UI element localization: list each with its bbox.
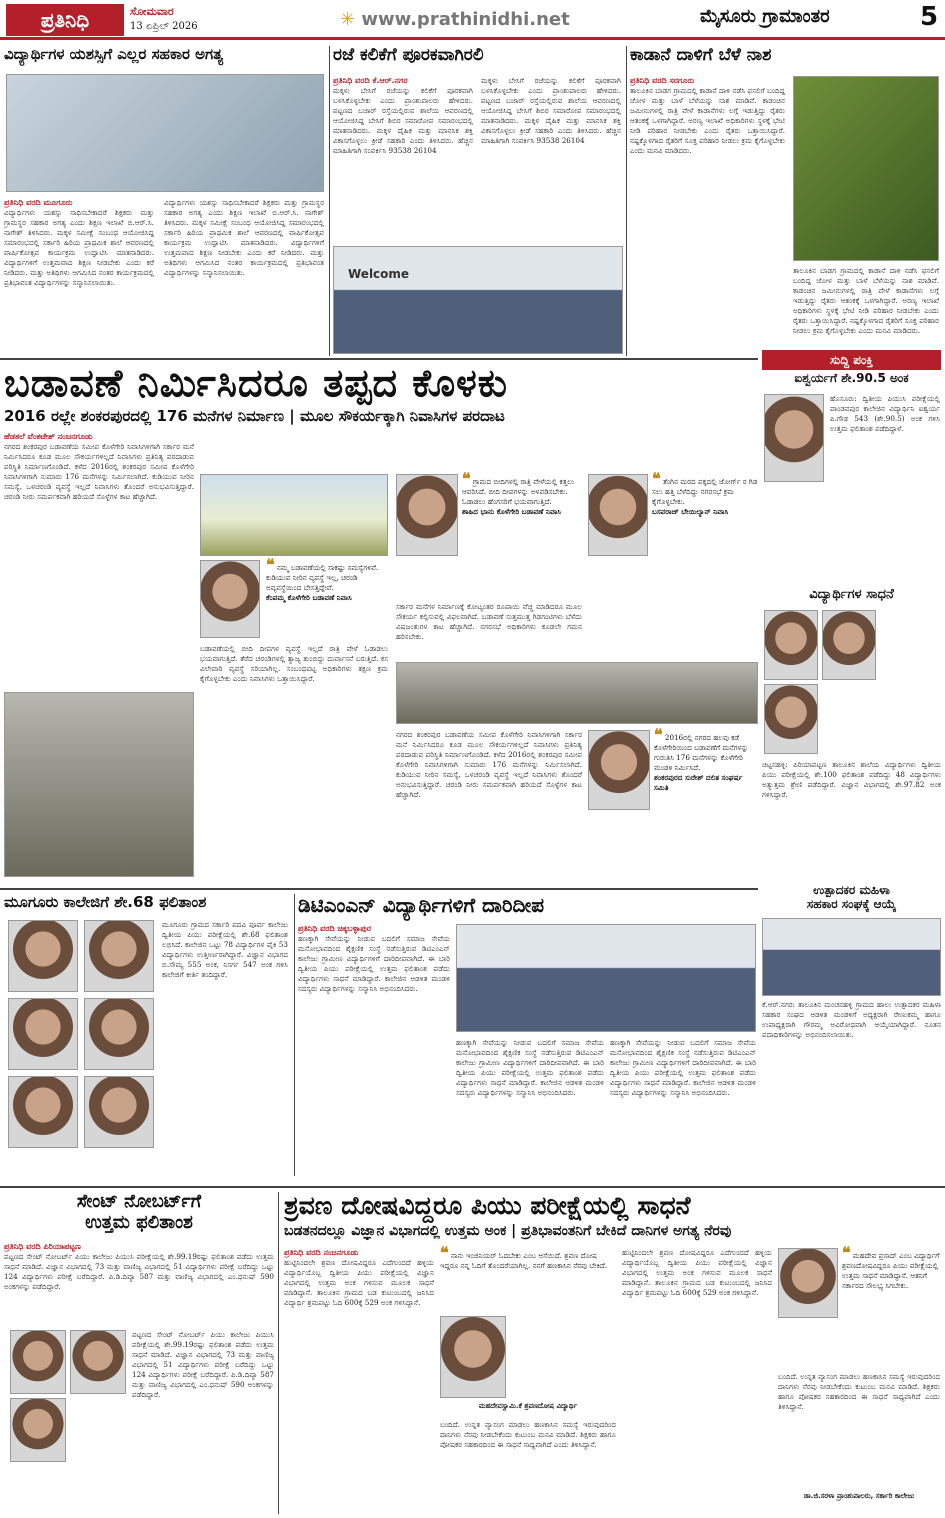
article-column-1	[298, 924, 450, 994]
activist-portrait	[588, 730, 650, 810]
student-portrait	[764, 394, 824, 482]
activist-quote	[654, 725, 758, 793]
headline: ಕಾಡಾನೆ ದಾಳಿಗೆ ಬೆಳೆ ನಾಶ	[630, 46, 772, 65]
headline: ರಜೆ ಕಲಿಕೆಗೆ ಪೂರಕವಾಗಿರಲಿ	[333, 46, 484, 65]
resident-quote-1	[266, 555, 390, 603]
article-mugur-college	[4, 894, 290, 1176]
byline: ಹೆಡತಲೆ ವೆಂಕಟೇಶ್ ನಂಜನಗೂಡು	[4, 432, 93, 441]
quote-icon: ❝	[654, 725, 663, 744]
student-portrait	[10, 1330, 66, 1394]
welcome-banner-text: Welcome	[348, 267, 410, 281]
article-body: ತಾಲೂಕಿನ ಬಾಡಗ ಗ್ರಾಮದಲ್ಲಿ ಕಾಡಾನೆ ದಾಳಿ ನಡೆಸಿ ಫಸಲಿಗೆ ಬಂದಿದ್ದ ಜೋಳ ಮತ್ತು ಬಾಳೆ ಬೆಳೆಯನ್ನು ನಾಶ ಮಾಡಿವೆ. ಕಾಡಂಚಿನ ಜಮೀನುಗಳಲ್ಲಿ ರಾತ್ರಿ ವೇಳೆ ಕಾಡಾನೆಗಳು ಲಗ್ಗೆ ಇಡುತ್ತಿದ್ದು ರೈತರು ಆತಂಕಕ್ಕೆ ಒಳಗಾಗಿದ್ದಾರೆ. ಅರಣ್ಯ ಇಲಾಖೆ ಅಧಿಕಾರಿಗಳು ಸ್ಥಳಕ್ಕೆ ಭೇಟಿ ನೀಡಿ ಪರಿಹಾರ ನೀಡಬೇಕು ಎಂದು ರೈತರು ಒತ್ತಾಯಿಸಿದ್ದಾರೆ. ನಷ್ಟಕ್ಕೊಳಗಾದ ರೈತರಿಗೆ ಸೂಕ್ತ ಪರಿಹಾರ ನೀಡಲು ಕ್ರಮ ಕೈಗೊಳ್ಳಬೇಕು ಎಂದು ಮನವಿ ಮಾಡಿದರು.	[630, 86, 785, 155]
student-portrait	[10, 1398, 66, 1462]
sidebar-item-aishwarya	[762, 372, 941, 582]
student-portrait	[84, 1076, 154, 1148]
sidebar-headline: ವಿದ್ಯಾರ್ಥಿಗಳ ಸಾಧನೆ	[809, 588, 894, 602]
quote-text: ನಾನು ಇಂಜಿನಿಯರ್ ಓದಬೇಕು ಎಂಬ ಆಸೆಯಿದೆ. ಶ್ರವಣ ದೋಷ ಇದ್ದರೂ ನನ್ನ ಓದಿಗೆ ತೊಂದರೆಯಾಗಿಲ್ಲ. ನನಗೆ ಹಣಕಾಸಿನ ನೆರವು ಬೇಕಿದೆ.	[440, 1251, 608, 1270]
article-hearing-impaired-student	[284, 1192, 941, 1514]
sidebar-headline-1: ಉತ್ಪಾದಕರ ಮಹಿಳಾ	[813, 884, 890, 897]
article-body: ಮೂಗೂರು ಗ್ರಾಮದ ಸರ್ಕಾರಿ ಪದವಿ ಪೂರ್ವ ಕಾಲೇಜು ದ್ವಿತೀಯ ಪಿಯು ಪರೀಕ್ಷೆಯಲ್ಲಿ ಶೇ.68 ಫಲಿತಾಂಶ ಲಭಿಸಿದೆ. ಕಾಲೇಜಿನ ಒಟ್ಟು 78 ವಿದ್ಯಾರ್ಥಿಗಳ ಪೈಕಿ 53 ವಿದ್ಯಾರ್ಥಿಗಳು ಉತ್ತೀರ್ಣರಾಗಿದ್ದಾರೆ. ವಿಜ್ಞಾನ ವಿಭಾಗದ ಬಿ.ಸೌಮ್ಯ 555 ಅಂಕ, ನಿಸರ್ಗ 547 ಅಂಕ ಗಳಿಸಿ ಕಾಲೇಜಿಗೆ ಕೀರ್ತಿ ತಂದಿದ್ದಾರೆ.	[162, 920, 288, 979]
headline: ಶ್ರವಣ ದೋಷವಿದ್ದರೂ ಪಿಯು ಪರೀಕ್ಷೆಯಲ್ಲಿ ಸಾಧನೆ	[284, 1192, 691, 1220]
article-body: ಪಟ್ಟಣದ ಸೇಂಟ್ ನೋಬರ್ಟ್ ಪಿಯು ಕಾಲೇಜು ಪಿಯುಸಿ ಪರೀಕ್ಷೆಯಲ್ಲಿ ಶೇ.99.19ರಷ್ಟು ಫಲಿತಾಂಶ ಪಡೆದು ಉತ್ತಮ ಸಾಧನೆ ಮಾಡಿದೆ. ವಿಜ್ಞಾನ ವಿಭಾಗದಲ್ಲಿ 73 ಮತ್ತು ವಾಣಿಜ್ಯ ವಿಭಾಗದಲ್ಲಿ 51 ವಿದ್ಯಾರ್ಥಿಗಳು ಪರೀಕ್ಷೆ ಬರೆದಿದ್ದು ಒಟ್ಟು 124 ವಿದ್ಯಾರ್ಥಿಗಳು ಪರೀಕ್ಷೆ ಬರೆದಿದ್ದಾರೆ. ಪಿ.ಡಿ.ದಿವ್ಯಾ 587 ಮತ್ತು ವಾಣಿಜ್ಯ ವಿಭಾಗದಲ್ಲಿ ಎಂ.ಧನುಷ್ 590 ಅಂಕಗಳನ್ನು ಪಡೆದಿದ್ದಾರೆ.	[4, 1252, 274, 1291]
article-column-3: ಹುಟ್ಟಿನಿಂದಲೇ ಶ್ರವಣ ದೋಷವಿದ್ದರೂ ಎದೆಗುಂದದೆ ಹಳ್ಳಿಯ ವಿದ್ಯಾರ್ಥಿಯೊಬ್ಬ ದ್ವಿತೀಯ ಪಿಯು ಪರೀಕ್ಷೆಯಲ್ಲಿ ವಿಜ್ಞಾನ ವಿಭಾಗದಲ್ಲಿ ಉತ್ತಮ ಅಂಕ ಗಳಿಸುವ ಮೂಲಕ ಸಾಧನೆ ಮಾಡಿದ್ದಾನೆ. ತಾಲೂಕಿನ ಗ್ರಾಮದ ಬಡ ಕುಟುಂಬದಲ್ಲಿ ಜನಿಸಿದ ವಿದ್ಯಾರ್ಥಿ ಶ್ರಮಪಟ್ಟು ಓದಿ 600ಕ್ಕೆ 529 ಅಂಕ ಗಳಿಸಿದ್ದಾನೆ.	[622, 1248, 772, 1297]
article-column-1	[4, 198, 154, 288]
quote-text: 2016ರಲ್ಲಿ ನಗರದ ಹಲವು ಕಡೆ ಕೊಳೆಗೇರಿಯಿಂದ ಬಡಾವಣೆಗೆ ಮನೆಗಳನ್ನು ಗುರುತಿಸಿ 176 ಮನೆಗಳನ್ನು ಕೊಳೆಗೇರಿ ಮಂಡಳಿ ನಿರ್ಮಿಸಿದೆ.	[654, 733, 749, 772]
lead-column-1	[4, 432, 194, 502]
article-column-2: ತಾಲೂಕಿನ ಬಾಡಗ ಗ್ರಾಮದಲ್ಲಿ ಕಾಡಾನೆ ದಾಳಿ ನಡೆಸಿ ಫಸಲಿಗೆ ಬಂದಿದ್ದ ಜೋಳ ಮತ್ತು ಬಾಳೆ ಬೆಳೆಯನ್ನು ನಾಶ ಮಾಡಿವೆ. ಕಾಡಂಚಿನ ಜಮೀನುಗಳಲ್ಲಿ ರಾತ್ರಿ ವೇಳೆ ಕಾಡಾನೆಗಳು ಲಗ್ಗೆ ಇಡುತ್ತಿದ್ದು ರೈತರು ಆತಂಕಕ್ಕೆ ಒಳಗಾಗಿದ್ದಾರೆ. ಅರಣ್ಯ ಇಲಾಖೆ ಅಧಿಕಾರಿಗಳು ಸ್ಥಳಕ್ಕೆ ಭೇಟಿ ನೀಡಿ ಪರಿಹಾರ ನೀಡಬೇಕು ಎಂದು ರೈತರು ಒತ್ತಾಯಿಸಿದ್ದಾರೆ. ನಷ್ಟಕ್ಕೊಳಗಾದ ರೈತರಿಗೆ ಸೂಕ್ತ ಪರಿಹಾರ ನೀಡಲು ಕ್ರಮ ಕೈಗೊಳ್ಳಬೇಕು ಎಂದು ಮನವಿ ಮಾಡಿದರು.	[793, 266, 939, 335]
lead-column-3: ಸರ್ಕಾರ ಮನೆಗಳ ನಿರ್ಮಾಣಕ್ಕೆ ಕೋಟ್ಯಂತರ ರೂಪಾಯಿ ವೆಚ್ಚ ಮಾಡಿದರೂ ಮೂಲ ಸೌಕರ್ಯ ಕಲ್ಪಿಸುವಲ್ಲಿ ವಿಫಲವಾಗಿದೆ. ಬಡಾವಣೆ ಸುತ್ತಮುತ್ತ ಗಿಡಗಂಟಿಗಳು ಬೆಳೆದು ವಿಷಜಂತುಗಳ ಕಾಟ ಹೆಚ್ಚಾಗಿದೆ. ನಗರಸಭೆ ಅಧಿಕಾರಿಗಳು ಕೂಡಲೇ ಗಮನ ಹರಿಸಬೇಕು.	[396, 602, 582, 641]
masthead	[0, 0, 945, 40]
quote-icon: ❝	[842, 1243, 851, 1262]
lead-subhead: 2016 ರಲ್ಲೇ ಶಂಕರಪುರದಲ್ಲಿ 176 ಮನೆಗಳ ನಿರ್ಮಾಣ | ಮೂಲ ಸೌಕರ್ಯಕ್ಕಾಗಿ ನಿವಾಸಿಗಳ ಪರದಾಟ	[4, 406, 505, 425]
divider	[294, 894, 295, 1176]
student-portrait	[764, 684, 818, 754]
divider	[0, 358, 758, 360]
resident-quote-3	[652, 469, 758, 517]
byline: ಪ್ರತಿನಿಧಿ ವರದಿ ಪಿರಿಯಾಪಟ್ಟಣ	[4, 1242, 81, 1251]
quote-author: ಶಂಕರಪುರದ ಸುರೇಶ್ ದಲಿತ ಸಂಘರ್ಷ ಸಮಿತಿ	[654, 773, 743, 792]
crop-damage-photo	[793, 76, 939, 261]
article-column-1	[284, 1248, 434, 1308]
quote-text: ಮಹದೇವ ಪ್ರಸಾದ್ ಎಂಬ ವಿದ್ಯಾರ್ಥಿಗೆ ಶ್ರವಣದೋಷವಿದ್ದರೂ ಪಿಯು ಪರೀಕ್ಷೆಯಲ್ಲಿ ಉತ್ತಮ ಸಾಧನೆ ಮಾಡಿದ್ದಾನೆ. ಆತನಿಗೆ ಸರ್ಕಾರದ ಸೌಲಭ್ಯ ಸಿಗಬೇಕು.	[842, 1251, 940, 1290]
resident-quote-2	[462, 469, 582, 517]
headline: ವಿದ್ಯಾರ್ಥಿಗಳ ಯಶಸ್ಸಿಗೆ ಎಲ್ಲರ ಸಹಕಾರ ಅಗತ್ಯ	[4, 46, 224, 63]
divider	[626, 46, 627, 356]
headline: ಡಿಟಿಎಂಎನ್ ವಿದ್ಯಾರ್ಥಿಗಳಿಗೆ ದಾರಿದೀಪ	[298, 894, 545, 917]
quote-author: ಮಹದೇವಸ್ವಾಮಿ.ಕೆ ಶ್ರವಣದೋಷ ವಿದ್ಯಾರ್ಥಿ	[478, 1402, 578, 1410]
principal-quote	[842, 1243, 940, 1291]
garbage-photo	[4, 692, 194, 877]
byline: ಪ್ರತಿನಿಧಿ ವರದಿ ಮೂಗೂರು	[4, 198, 73, 207]
newspaper-logo[interactable]: ಪ್ರತಿನಿಧಿ	[6, 4, 124, 36]
article-body-top	[4, 1242, 274, 1292]
resident-portrait	[588, 474, 648, 556]
event-photo	[6, 74, 324, 192]
website-link[interactable]	[340, 9, 570, 30]
divider	[0, 1186, 945, 1188]
student-portrait	[8, 998, 78, 1070]
divider	[329, 46, 330, 356]
article-body-side: ಪಟ್ಟಣದ ಸೇಂಟ್ ನೋಬರ್ಟ್ ಪಿಯು ಕಾಲೇಜು ಪಿಯುಸಿ ಪರೀಕ್ಷೆಯಲ್ಲಿ ಶೇ.99.19ರಷ್ಟು ಫಲಿತಾಂಶ ಪಡೆದು ಉತ್ತಮ ಸಾಧನೆ ಮಾಡಿದೆ. ವಿಜ್ಞಾನ ವಿಭಾಗದಲ್ಲಿ 73 ಮತ್ತು ವಾಣಿಜ್ಯ ವಿಭಾಗದಲ್ಲಿ 51 ವಿದ್ಯಾರ್ಥಿಗಳು ಪರೀಕ್ಷೆ ಬರೆದಿದ್ದು ಒಟ್ಟು 124 ವಿದ್ಯಾರ್ಥಿಗಳು ಪರೀಕ್ಷೆ ಬರೆದಿದ್ದಾರೆ. ಪಿ.ಡಿ.ದಿವ್ಯಾ 587 ಮತ್ತು ವಾಣಿಜ್ಯ ವಿಭಾಗದಲ್ಲಿ ಎಂ.ಧನುಷ್ 590 ಅಂಕಗಳನ್ನು ಪಡೆದಿದ್ದಾರೆ.	[132, 1330, 274, 1399]
group-photo	[456, 924, 756, 1032]
byline: ಪ್ರತಿನಿಧಿ ವರದಿ ನಂಜನಗೂಡು	[284, 1248, 359, 1257]
byline: ಪ್ರತಿನಿಧಿ ವರದಿ ಸರಗೂರು	[630, 76, 695, 85]
article-elephant-crop-damage	[630, 46, 941, 346]
date-block	[130, 4, 198, 34]
quote-icon: ❝	[266, 555, 275, 574]
section-name: ಮೈಸೂರು ಗ್ರಾಮಾಂತರ	[700, 6, 830, 27]
article-body: ಹುಟ್ಟಿನಿಂದಲೇ ಶ್ರವಣ ದೋಷವಿದ್ದರೂ ಎದೆಗುಂದದೆ ಹಳ್ಳಿಯ ವಿದ್ಯಾರ್ಥಿಯೊಬ್ಬ ದ್ವಿತೀಯ ಪಿಯು ಪರೀಕ್ಷೆಯಲ್ಲಿ ವಿಜ್ಞಾನ ವಿಭಾಗದಲ್ಲಿ ಉತ್ತಮ ಅಂಕ ಗಳಿಸುವ ಮೂಲಕ ಸಾಧನೆ ಮಾಡಿದ್ದಾನೆ. ತಾಲೂಕಿನ ಗ್ರಾಮದ ಬಡ ಕುಟುಂಬದಲ್ಲಿ ಜನಿಸಿದ ವಿದ್ಯಾರ್ಥಿ ಶ್ರಮಪಟ್ಟು ಓದಿ 600ಕ್ಕೆ 529 ಅಂಕ ಗಳಿಸಿದ್ದಾನೆ.	[284, 1258, 434, 1307]
article-column-1	[333, 76, 473, 156]
sidebar-item-student-achievement	[762, 588, 941, 880]
student-portrait	[84, 920, 154, 992]
article-body: ನಗರದ ಶಂಕರಪುರ ಬಡಾವಣೆಯ ಸಮೀಪ ಕೊಳೆಗೇರಿ ನಿವಾಸಿಗಳಿಗಾಗಿ ಸರ್ಕಾರ ಮನೆ ನಿರ್ಮಿಸಿದರೂ ಕೂಡ ಮೂಲ ಸೌಕರ್ಯಗಳಿಲ್ಲದೆ ನಿವಾಸಿಗಳು ಪ್ರತಿನಿತ್ಯ ಪರದಾಡುವ ಪರಿಸ್ಥಿತಿ ನಿರ್ಮಾಣಗೊಂಡಿದೆ. ಕಳೆದ 2016ರಲ್ಲಿ ಶಂಕರಪುರ ಸಮೀಪ ಕೊಳೆಗೇರಿ ನಿವಾಸಿಗಳಿಗಾಗಿ ಸುಮಾರು 176 ಮನೆಗಳನ್ನು ನಿರ್ಮಿಸಲಾಗಿದೆ. ಕುಡಿಯುವ ನೀರಿನ ಸಮಸ್ಯೆ, ಒಳಚರಂಡಿ ವ್ಯವಸ್ಥೆ ಇಲ್ಲದೆ ನಿವಾಸಿಗಳು ತೊಂದರೆ ಅನುಭವಿಸುತ್ತಿದ್ದಾರೆ. ಚರಂಡಿ ನೀರು ಸಮರ್ಪಕವಾಗಿ ಹರಿಯದೆ ಸೊಳ್ಳೆಗಳ ಕಾಟ ಹೆಚ್ಚಾಗಿದೆ.	[4, 442, 194, 501]
quote-icon: ❝	[462, 469, 471, 488]
article-column-3: ಹಣಕ್ಕಾಗಿ ಸೇವೆಯನ್ನು ನೀಡುವ ಬದಲಿಗೆ ಸಮಾಜ ಸೇವೆಯ ಮನೋಭಾವದಿಂದ ಶೈಕ್ಷಣಿಕ ಸಂಸ್ಥೆ ನಡೆಸುತ್ತಿರುವ ಡಿಟಿಎಂಎನ್ ಕಾಲೇಜು ಗ್ರಾಮೀಣ ವಿದ್ಯಾರ್ಥಿಗಳಿಗೆ ದಾರಿದೀಪವಾಗಿದೆ. ಈ ಬಾರಿ ದ್ವಿತೀಯ ಪಿಯು ಪರೀಕ್ಷೆಯಲ್ಲಿ ಉತ್ತಮ ಫಲಿತಾಂಶ ಪಡೆದು ವಿದ್ಯಾರ್ಥಿಗಳು ಸಾಧನೆ ಮಾಡಿದ್ದಾರೆ. ಕಾಲೇಜಿನ ಆಡಳಿತ ಮಂಡಳಿ ಸದಸ್ಯರು ವಿದ್ಯಾರ್ಥಿಗಳನ್ನು ಸನ್ಮಾನಿಸಿ ಅಭಿನಂದಿಸಿದರು.	[610, 1038, 756, 1097]
article-column-2: ಬಂದಿದೆ. ಉನ್ನತ ವ್ಯಾಸಂಗ ಮಾಡಲು ಹಣಕಾಸಿನ ಸಮಸ್ಯೆ ಇರುವುದರಿಂದ ದಾನಿಗಳು ನೆರವು ನೀಡಬೇಕೆಂದು ಕುಟುಂಬ ಮನವಿ ಮಾಡಿದೆ. ಶಿಕ್ಷಕರು ಹಾಗೂ ಪೋಷಕರ ಸಹಕಾರದಿಂದ ಈ ಸಾಧನೆ ಸಾಧ್ಯವಾಗಿದೆ ಎಂದು ತಿಳಿಸಿದ್ದಾನೆ.	[440, 1420, 616, 1449]
housing-photo	[200, 474, 388, 556]
divider	[0, 888, 758, 890]
principal-portrait	[778, 1248, 838, 1318]
article-dtmn-college	[298, 894, 758, 1176]
resident-portrait	[396, 474, 458, 556]
article-body: ವಿದ್ಯಾರ್ಥಿಗಳು ಯಶಸ್ಸು ಸಾಧಿಸಬೇಕಾದರೆ ಶಿಕ್ಷಕರು ಮತ್ತು ಗ್ರಾಮಸ್ಥರ ಸಹಕಾರ ಅಗತ್ಯ ಎಂದು ಶಿಕ್ಷಣ ಇಲಾಖೆ ಬಿ.ಆರ್.ಸಿ. ನಾಗೇಶ್ ತಿಳಿಸಿದರು. ಮಕ್ಕಳ ಸಮೀಕ್ಷೆ ಸಂಬಂಧ ಆಯೋಜಿಸಿದ್ದ ಸಮಾರಂಭದಲ್ಲಿ ಸರ್ಕಾರಿ ಹಿರಿಯ ಪ್ರಾಥಮಿಕ ಶಾಲೆ ಆವರಣದಲ್ಲಿ ವಾರ್ಷಿಕೋತ್ಸವ ಕಾರ್ಯಕ್ರಮ ಉದ್ಘಾಟಿಸಿ ಮಾತನಾಡಿದರು. ವಿದ್ಯಾರ್ಥಿಗಳಿಗೆ ಉತ್ತಮವಾದ ಶಿಕ್ಷಣ ನೀಡಬೇಕು ಎಂದು ಕರೆ ನೀಡಿದರು. ಮತ್ತು ಅತಿಥಿಗಳು ಆಗಮಿಸಿದ ನಂತರ ಕಾರ್ಯಕ್ರಮದಲ್ಲಿ ಪ್ರತಿಭಾವಂತ ವಿದ್ಯಾರ್ಥಿಗಳನ್ನು ಸನ್ಮಾನಿಸಲಾಯಿತು.	[4, 208, 154, 287]
quote-author: ಶಾಹಿದ ಭಾನು ಕೊಳೆಗೇರಿ ಬಡಾವಣೆ ನಿವಾಸಿ	[462, 507, 561, 516]
drain-photo	[396, 662, 758, 724]
article-column-1	[630, 76, 785, 156]
sidebar-headline: ಐಶ್ವರ್ಯಗೆ ಶೇ.90.5 ಅಂಕ	[794, 372, 909, 385]
quote-icon: ❝	[652, 469, 661, 488]
student-quote	[440, 1243, 616, 1271]
sidebar-item-cooperative	[762, 884, 941, 1184]
page-number: 5	[920, 2, 939, 32]
quote-author: ಡಾ.ಜಿ.ಸರಳಾ ಪ್ರಾಂಶುಪಾಲರು, ಸರ್ಕಾರಿ ಕಾಲೇಜು	[803, 1492, 915, 1500]
headline: ಮೂಗೂರು ಕಾಲೇಜಿಗೆ ಶೇ.68 ಫಲಿತಾಂಶ	[4, 894, 207, 911]
sparkle-icon: ✳	[340, 9, 362, 30]
weekday: ಸೋಮವಾರ	[130, 5, 174, 18]
student-portrait	[764, 610, 818, 680]
sidebar-body: ಚಿಟ್ಟನಹಳ್ಳಿ: ಪಿರಿಯಾಪಟ್ಟಣ ತಾಲೂಕಿನ ಶಾಲೆಯ ವಿದ್ಯಾರ್ಥಿಗಳು ದ್ವಿತೀಯ ಪಿಯು ಪರೀಕ್ಷೆಯಲ್ಲಿ ಶೇ.100 ಫಲಿತಾಂಶ ಪಡೆದಿದ್ದು 48 ವಿದ್ಯಾರ್ಥಿಗಳು ಅತ್ಯುತ್ತಮ ಶ್ರೇಣಿ ಪಡೆದಿದ್ದಾರೆ. ವಿಜ್ಞಾನ ವಿಭಾಗದಲ್ಲಿ ಶೇ.97.82 ಅಂಕ ಗಳಿಸಿದ್ದಾರೆ.	[762, 760, 941, 799]
lead-column-4: ನಗರದ ಶಂಕರಪುರ ಬಡಾವಣೆಯ ಸಮೀಪ ಕೊಳೆಗೇರಿ ನಿವಾಸಿಗಳಿಗಾಗಿ ಸರ್ಕಾರ ಮನೆ ನಿರ್ಮಿಸಿದರೂ ಕೂಡ ಮೂಲ ಸೌಕರ್ಯಗಳಿಲ್ಲದೆ ನಿವಾಸಿಗಳು ಪ್ರತಿನಿತ್ಯ ಪರದಾಡುವ ಪರಿಸ್ಥಿತಿ ನಿರ್ಮಾಣಗೊಂಡಿದೆ. ಕಳೆದ 2016ರಲ್ಲಿ ಶಂಕರಪುರ ಸಮೀಪ ಕೊಳೆಗೇರಿ ನಿವಾಸಿಗಳಿಗಾಗಿ ಸುಮಾರು 176 ಮನೆಗಳನ್ನು ನಿರ್ಮಿಸಲಾಗಿದೆ. ಕುಡಿಯುವ ನೀರಿನ ಸಮಸ್ಯೆ, ಒಳಚರಂಡಿ ವ್ಯವಸ್ಥೆ ಇಲ್ಲದೆ ನಿವಾಸಿಗಳು ತೊಂದರೆ ಅನುಭವಿಸುತ್ತಿದ್ದಾರೆ. ಚರಂಡಿ ನೀರು ಸಮರ್ಪಕವಾಗಿ ಹರಿಯದೆ ಸೊಳ್ಳೆಗಳ ಕಾಟ ಹೆಚ್ಚಾಗಿದೆ.	[396, 730, 582, 799]
group-photo	[762, 918, 941, 996]
student-portrait	[70, 1330, 126, 1394]
article-st-norbert	[4, 1192, 274, 1514]
resident-portrait	[200, 560, 260, 638]
quote-author: ಬಸವರಾಜ್ ಬೇಯಿಲ್ಯಾನ್ ನಿವಾಸಿ	[652, 507, 729, 516]
article-column-2: ವಿದ್ಯಾರ್ಥಿಗಳು ಯಶಸ್ಸು ಸಾಧಿಸಬೇಕಾದರೆ ಶಿಕ್ಷಕರು ಮತ್ತು ಗ್ರಾಮಸ್ಥರ ಸಹಕಾರ ಅಗತ್ಯ ಎಂದು ಶಿಕ್ಷಣ ಇಲಾಖೆ ಬಿ.ಆರ್.ಸಿ. ನಾಗೇಶ್ ತಿಳಿಸಿದರು. ಮಕ್ಕಳ ಸಮೀಕ್ಷೆ ಸಂಬಂಧ ಆಯೋಜಿಸಿದ್ದ ಸಮಾರಂಭದಲ್ಲಿ ಸರ್ಕಾರಿ ಹಿರಿಯ ಪ್ರಾಥಮಿಕ ಶಾಲೆ ಆವರಣದಲ್ಲಿ ವಾರ್ಷಿಕೋತ್ಸವ ಕಾರ್ಯಕ್ರಮ ಉದ್ಘಾಟಿಸಿ ಮಾತನಾಡಿದರು. ವಿದ್ಯಾರ್ಥಿಗಳಿಗೆ ಉತ್ತಮವಾದ ಶಿಕ್ಷಣ ನೀಡಬೇಕು ಎಂದು ಕರೆ ನೀಡಿದರು. ಮತ್ತು ಅತಿಥಿಗಳು ಆಗಮಿಸಿದ ನಂತರ ಕಾರ್ಯಕ್ರಮದಲ್ಲಿ ಪ್ರತಿಭಾವಂತ ವಿದ್ಯಾರ್ಥಿಗಳನ್ನು ಸನ್ಮಾನಿಸಲಾಯಿತು.	[164, 198, 324, 277]
headline-line-1: ಸೇಂಟ್ ನೋಬರ್ಟ್‌ಗೆ	[76, 1192, 202, 1212]
sidebar-body: ಕೆ.ಆರ್.ನಗರ: ತಾಲೂಕಿನ ಮಂಚನಹಳ್ಳಿ ಗ್ರಾಮದ ಹಾಲು ಉತ್ಪಾದಕರ ಮಹಿಳಾ ಸಹಕಾರ ಸಂಘದ ಆಡಳಿತ ಮಂಡಳಿಗೆ ಅಧ್ಯಕ್ಷರಾಗಿ ರೇಣುಕಮ್ಮ ಹಾಗೂ ಉಪಾಧ್ಯಕ್ಷರಾಗಿ ಗೌರಮ್ಮ ಅವಿರೋಧವಾಗಿ ಆಯ್ಕೆಯಾಗಿದ್ದಾರೆ. ನೂತನ ಪದಾಧಿಕಾರಿಗಳನ್ನು ಅಭಿನಂದಿಸಲಾಯಿತು.	[762, 1000, 941, 1039]
byline: ಪ್ರತಿನಿಧಿ ವರದಿ ಕೆ.ಆರ್.ನಗರ	[333, 76, 408, 85]
headline-line-2: ಉತ್ತಮ ಫಲಿತಾಂಶ	[85, 1211, 193, 1233]
article-body: ಮಕ್ಕಳು ಬೇಸಿಗೆ ರಜೆಯನ್ನು ಕಲಿಕೆಗೆ ಪೂರಕವಾಗಿ ಬಳಸಿಕೊಳ್ಳಬೇಕು ಎಂದು ಪ್ರಾಂಶುಪಾಲರು ಹೇಳಿದರು. ಪಟ್ಟಣದ ಬಜಾರ್ ರಸ್ತೆಯಲ್ಲಿರುವ ಶಾಲೆಯ ಆವರಣದಲ್ಲಿ ಆಯೋಜಿಸಿದ್ದ ಬೇಸಿಗೆ ಶಿಬಿರ ಸಮಾರೋಪ ಸಮಾರಂಭದಲ್ಲಿ ಮಾತನಾಡಿದರು. ಮಕ್ಕಳ ದೈಹಿಕ ಮತ್ತು ಮಾನಸಿಕ ಶಕ್ತಿ ವಿಕಾಸಗೊಳ್ಳಲು ಕ್ರೀಡೆ ಸಹಕಾರಿ ಎಂದು ತಿಳಿಸಿದರು. ಹೆಚ್ಚಿನ ಮಾಹಿತಿಗಾಗಿ ಸಂಪರ್ಕಿಸಿ 93538 26104	[333, 86, 473, 155]
quote-author: ಕೆಂಪಮ್ಮ ಕೊಳೆಗೇರಿ ಬಡಾವಣೆ ನಿವಾಸಿ	[266, 593, 352, 602]
quote-text: ಗ್ರಾಮದ ಬೀದಿಗಳಲ್ಲಿ ರಾತ್ರಿ ವೇಳೆಯಲ್ಲಿ ಕತ್ತಲು ಆವರಿಸಿದೆ. ಬೀದಿ ದೀಪಗಳನ್ನು ಅಳವಡಿಸಬೇಕು. ಓಡಾಡಲು ಹೆಂಗಸರಿಗೆ ಭಯವಾಗುತ್ತಿದೆ.	[462, 477, 575, 506]
article-student-success	[4, 46, 326, 356]
lead-headline: ಬಡಾವಣೆ ನಿರ್ಮಿಸಿದರೂ ತಪ್ಪದ ಕೊಳಕು	[4, 362, 508, 405]
student-portrait	[440, 1316, 506, 1398]
website-url: www.prathinidhi.net	[361, 9, 570, 30]
divider	[278, 1192, 279, 1514]
quote-icon: ❝	[440, 1243, 449, 1262]
article-column-2: ಮಕ್ಕಳು ಬೇಸಿಗೆ ರಜೆಯನ್ನು ಕಲಿಕೆಗೆ ಪೂರಕವಾಗಿ ಬಳಸಿಕೊಳ್ಳಬೇಕು ಎಂದು ಪ್ರಾಂಶುಪಾಲರು ಹೇಳಿದರು. ಪಟ್ಟಣದ ಬಜಾರ್ ರಸ್ತೆಯಲ್ಲಿರುವ ಶಾಲೆಯ ಆವರಣದಲ್ಲಿ ಆಯೋಜಿಸಿದ್ದ ಬೇಸಿಗೆ ಶಿಬಿರ ಸಮಾರೋಪ ಸಮಾರಂಭದಲ್ಲಿ ಮಾತನಾಡಿದರು. ಮಕ್ಕಳ ದೈಹಿಕ ಮತ್ತು ಮಾನಸಿಕ ಶಕ್ತಿ ವಿಕಾಸಗೊಳ್ಳಲು ಕ್ರೀಡೆ ಸಹಕಾರಿ ಎಂದು ತಿಳಿಸಿದರು. ಹೆಚ್ಚಿನ ಮಾಹಿತಿಗಾಗಿ ಸಂಪರ್ಕಿಸಿ 93538 26104	[481, 76, 621, 145]
student-portrait	[84, 998, 154, 1070]
article-lead-slum-housing	[4, 362, 758, 882]
student-portrait	[8, 1076, 78, 1148]
quote-text: ತೆಂಗಿನ ಮರದ ಪಕ್ಕದಲ್ಲಿ ಜೋರ್ಗ್ ರ ಗಿಡ ಸಲು ಹತ್ತಿ ಬೆಳೆದಿದ್ದು ನಗರಸಭೆ ಕ್ರಮ ಕೈಗೊಳ್ಳಬೇಕು.	[652, 477, 758, 506]
group-photo	[333, 246, 623, 354]
issue-date: 13 ಏಪ್ರಿಲ್ 2026	[130, 21, 198, 32]
article-column-2: ಹಣಕ್ಕಾಗಿ ಸೇವೆಯನ್ನು ನೀಡುವ ಬದಲಿಗೆ ಸಮಾಜ ಸೇವೆಯ ಮನೋಭಾವದಿಂದ ಶೈಕ್ಷಣಿಕ ಸಂಸ್ಥೆ ನಡೆಸುತ್ತಿರುವ ಡಿಟಿಎಂಎನ್ ಕಾಲೇಜು ಗ್ರಾಮೀಣ ವಿದ್ಯಾರ್ಥಿಗಳಿಗೆ ದಾರಿದೀಪವಾಗಿದೆ. ಈ ಬಾರಿ ದ್ವಿತೀಯ ಪಿಯು ಪರೀಕ್ಷೆಯಲ್ಲಿ ಉತ್ತಮ ಫಲಿತಾಂಶ ಪಡೆದು ವಿದ್ಯಾರ್ಥಿಗಳು ಸಾಧನೆ ಮಾಡಿದ್ದಾರೆ. ಕಾಲೇಜಿನ ಆಡಳಿತ ಮಂಡಳಿ ಸದಸ್ಯರು ವಿದ್ಯಾರ್ಥಿಗಳನ್ನು ಸನ್ಮಾನಿಸಿ ಅಭಿನಂದಿಸಿದರು.	[456, 1038, 604, 1097]
byline: ಪ್ರತಿನಿಧಿ ವರದಿ ಚಿಕ್ಕಬಳ್ಳಾಪುರ	[298, 924, 372, 933]
sidebar-headline-2: ಸಹಕಾರ ಸಂಘಕ್ಕೆ ಆಯ್ಕೆ	[806, 896, 897, 911]
subhead: ಬಡತನದಲ್ಲೂ ವಿಜ್ಞಾನ ವಿಭಾಗದಲ್ಲಿ ಉತ್ತಮ ಅಂಕ | ಪ್ರತಿಭಾವಂತನಿಗೆ ಬೇಕಿದೆ ದಾನಿಗಳ ಅಗತ್ಯ ನೆರವು	[284, 1222, 732, 1239]
sidebar-title: ಸುದ್ದಿ ಪಂಕ್ತಿ	[762, 350, 941, 370]
student-portrait	[8, 920, 78, 992]
sidebar-body: ಹೊಸೂರು: ದ್ವಿತೀಯ ಪಿಯುಸಿ ಪರೀಕ್ಷೆಯಲ್ಲಿ ಪಾಂಡವಪುರ ಕಾಲೇಜಿನ ವಿದ್ಯಾರ್ಥಿನಿ ಐಶ್ವರ್ಯ ಪಿ.ಗೌಡ 543 (ಶೇ.90.5) ಅಂಕ ಗಳಿಸಿ ಉತ್ತಮ ಫಲಿತಾಂಶ ಪಡೆದಿದ್ದಾಳೆ.	[830, 394, 940, 433]
quote-text: ನಮ್ಮ ಬಡಾವಣೆಯಲ್ಲಿ ಸಾಕಷ್ಟು ಸಮಸ್ಯೆಗಳಿವೆ. ಕುಡಿಯುವ ನೀರಿನ ವ್ಯವಸ್ಥೆ ಇಲ್ಲ, ಚರಂಡಿ ಅವ್ಯವಸ್ಥೆಯಿಂದ ಬೇಸತ್ತಿದ್ದೇವೆ.	[266, 563, 379, 592]
lead-column-2: ಬಡಾವಣೆಯಲ್ಲಿ ಬೀದಿ ದೀಪಗಳ ವ್ಯವಸ್ಥೆ ಇಲ್ಲದೆ ರಾತ್ರಿ ವೇಳೆ ಓಡಾಡಲು ಭಯವಾಗುತ್ತಿದೆ. ತೆರೆದ ಚರಂಡಿಗಳಲ್ಲಿ ತ್ಯಾಜ್ಯ ತುಂಬಿದ್ದು ದುರ್ವಾಸನೆ ಬರುತ್ತಿದೆ. ಕಸ ವಿಲೇವಾರಿ ವ್ಯವಸ್ಥೆ ಸರಿಯಾಗಿಲ್ಲ. ಸಂಬಂಧಪಟ್ಟ ಅಧಿಕಾರಿಗಳು ತಕ್ಷಣ ಕ್ರಮ ಕೈಗೊಳ್ಳಬೇಕು ಎಂದು ನಿವಾಸಿಗಳು ಒತ್ತಾಯಿಸಿದ್ದಾರೆ.	[200, 644, 388, 683]
article-body: ಹಣಕ್ಕಾಗಿ ಸೇವೆಯನ್ನು ನೀಡುವ ಬದಲಿಗೆ ಸಮಾಜ ಸೇವೆಯ ಮನೋಭಾವದಿಂದ ಶೈಕ್ಷಣಿಕ ಸಂಸ್ಥೆ ನಡೆಸುತ್ತಿರುವ ಡಿಟಿಎಂಎನ್ ಕಾಲೇಜು ಗ್ರಾಮೀಣ ವಿದ್ಯಾರ್ಥಿಗಳಿಗೆ ದಾರಿದೀಪವಾಗಿದೆ. ಈ ಬಾರಿ ದ್ವಿತೀಯ ಪಿಯು ಪರೀಕ್ಷೆಯಲ್ಲಿ ಉತ್ತಮ ಫಲಿತಾಂಶ ಪಡೆದು ವಿದ್ಯಾರ್ಥಿಗಳು ಸಾಧನೆ ಮಾಡಿದ್ದಾರೆ. ಕಾಲೇಜಿನ ಆಡಳಿತ ಮಂಡಳಿ ಸದಸ್ಯರು ವಿದ್ಯಾರ್ಥಿಗಳನ್ನು ಸನ್ಮಾನಿಸಿ ಅಭಿನಂದಿಸಿದರು.	[298, 934, 450, 993]
student-portrait	[822, 610, 876, 680]
article-column-4: ಬಂದಿದೆ. ಉನ್ನತ ವ್ಯಾಸಂಗ ಮಾಡಲು ಹಣಕಾಸಿನ ಸಮಸ್ಯೆ ಇರುವುದರಿಂದ ದಾನಿಗಳು ನೆರವು ನೀಡಬೇಕೆಂದು ಕುಟುಂಬ ಮನವಿ ಮಾಡಿದೆ. ಶಿಕ್ಷಕರು ಹಾಗೂ ಪೋಷಕರ ಸಹಕಾರದಿಂದ ಈ ಸಾಧನೆ ಸಾಧ್ಯವಾಗಿದೆ ಎಂದು ತಿಳಿಸಿದ್ದಾನೆ.	[778, 1372, 940, 1411]
article-vacation-learning	[333, 46, 623, 356]
